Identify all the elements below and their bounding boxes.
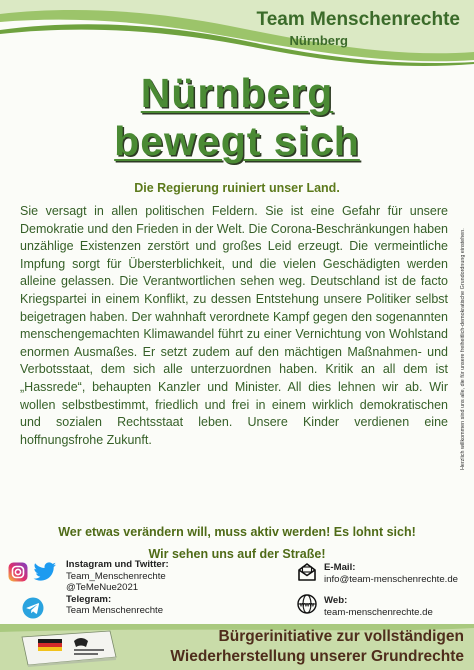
social-contact-block [66,559,169,617]
svg-text:www: www [299,601,315,609]
page-title-line2: bewegt sich [114,118,360,164]
closing-call: Wer etwas verändern will, muss aktiv werden! Es lohnt sich! [58,525,416,539]
org-city: Nürnberg [289,33,348,48]
closing-slogan: Wir sehen uns auf der Straße! [148,547,326,561]
email-icon [297,562,317,582]
web-address[interactable]: team-menschenrechte.de [324,606,433,618]
grundgesetz-book-icon [14,627,120,667]
social-label: Instagram und Twitter: [66,559,169,570]
telegram-label: Telegram: [66,593,112,605]
subtitle: Die Regierung ruiniert unser Land. [134,181,340,195]
twitter-icon[interactable] [33,562,57,582]
side-note: Herzlich willkommen sind uns alle, die für unsere freiheitlich-demokratische Grundordnung einstehen. [460,228,466,470]
body-paragraph: Sie versagt in allen politischen Feldern. Sie ist eine Gefahr für unsere Demokratie und den Frieden in der Welt. Die Corona-Beschränkungen haben unzählige Existenzen zerstört und großes Leid erzeugt. Die vermeintliche Impfung sorgt für Übersterblichkeit, und die vielen Geschädigten werden alleine gelassen. Die Verantwortlichen sehen weg. Deutschland ist de facto Kriegspartei in einem Konflikt, zu dessen Entstehung unsere Politiker selbst beigetragen haben. Der wahnhaft verordnete Kampf gegen den sogenannten menschengemachten Klimawandel führt zu einer Vernichtung von Wohlstand enormen Ausmaßes. Er setzt zudem auf den mächtigen Maßnahmen- und Verbotsstaat, dem sich alle unterzuordnen haben. Kritik an all dem ist „Hassrede“, behaupten Kanzler und Minister. All dies lehnen wir ab. Wir wollen selbstbestimmt, friedlich und frei in einem wirklich demokratischen und sozialen Rechtsstaat leben. Unsere Kinder verdienen eine hoffnungsfrohe Zukunft. [20,204,448,447]
web-contact-block [324,595,433,618]
page-title-line1: Nürnberg [140,70,334,116]
email-label: E-Mail: [324,562,356,573]
org-name: Team Menschenrechte [256,9,460,30]
footer-line-1: Bürgerinitiative zur vollständigen [218,628,464,645]
telegram-icon[interactable] [22,597,44,619]
telegram-handle[interactable]: Team Menschenrechte [66,605,164,616]
header-banner [0,0,474,78]
web-icon [297,594,317,614]
web-label: Web: [324,595,348,606]
social-handle[interactable]: Team_Menschenrechte [66,570,166,582]
email-address[interactable]: info@team-menschenrechte.de [324,573,458,585]
footer-line-2: Wiederherstellung unserer Grundrechte [170,648,464,665]
email-contact-block [324,562,458,585]
twitter-handle[interactable]: @TeMeNue2021 [66,582,139,593]
instagram-icon[interactable] [8,562,28,582]
